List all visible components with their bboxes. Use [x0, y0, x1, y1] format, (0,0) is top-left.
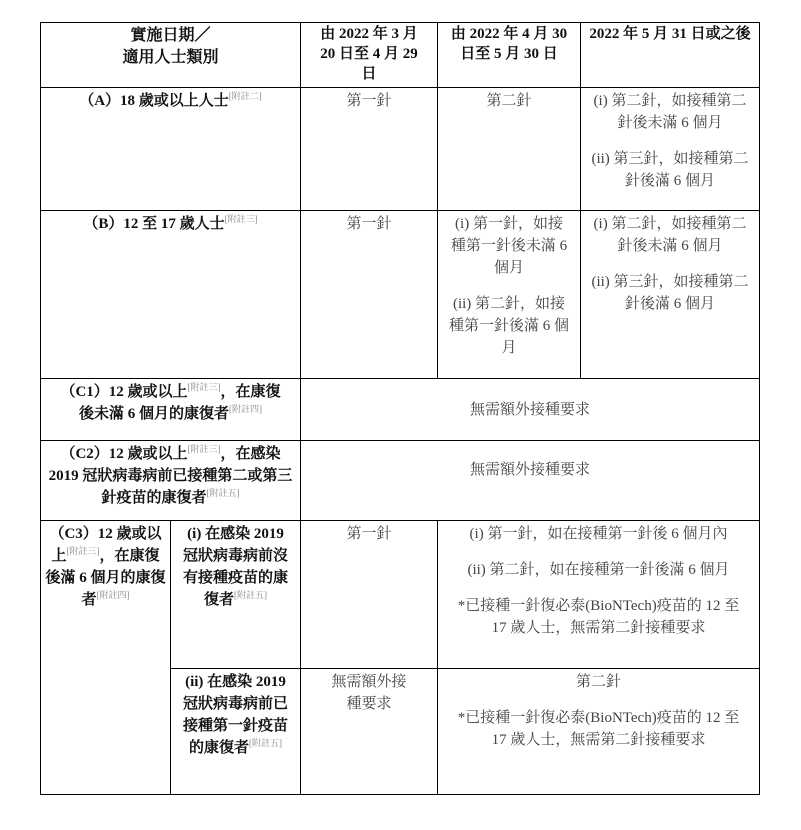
- row-b-footnote: [附註三]: [224, 214, 258, 224]
- row-c3-footnote-1: [附註三]: [66, 546, 100, 556]
- row-c3-sub-ii-label-text: (ii) 在感染 2019 冠狀病毒病前已接種第一針疫苗的康復者: [182, 674, 288, 756]
- row-c3-sub-ii-main: 第二針: [575, 674, 621, 690]
- header-period-3: 2022 年 5 月 31 日或之後: [580, 22, 760, 88]
- row-b-period-3-option-i: (i) 第二針，如接種第二針後未滿 6 個月: [593, 216, 747, 254]
- row-c3-sub-ii-later-periods: [437, 668, 760, 795]
- row-c3-label-part1: （C3）12 歲或以上: [49, 526, 162, 564]
- row-a-footnote: [附註二]: [228, 91, 262, 101]
- row-c1-label-part1: （C1）12 歲或以上: [60, 384, 188, 400]
- row-c2-label: [40, 440, 301, 521]
- row-c3-sub-i-option-ii: (ii) 第二針，如在接種第一針後滿 6 個月: [467, 562, 730, 578]
- row-c2-requirement: [300, 440, 760, 521]
- row-a-period-3: [580, 87, 760, 211]
- header-category: [40, 22, 301, 88]
- row-b-period-2-option-i: (i) 第一針，如接種第一針後未滿 6 個月: [450, 216, 568, 276]
- row-c3-sub-i-later-periods: [437, 520, 760, 669]
- row-b-period-3: [580, 210, 760, 379]
- vaccination-requirements-table: [40, 22, 760, 795]
- header-category-line1: 實施日期／: [130, 27, 211, 44]
- row-c1-requirement-text: 無需額外接種要求: [469, 401, 590, 418]
- header-period-1: 由 2022 年 3 月 20 日至 4 月 29 日: [300, 22, 438, 88]
- row-c2-footnote-2: [附註五]: [206, 488, 240, 498]
- row-a-label: [40, 87, 301, 211]
- row-c3-sub-ii-period-1: 無需額外接種要求: [300, 668, 438, 795]
- header-period-2: 由 2022 年 4 月 30 日至 5 月 30 日: [437, 22, 581, 88]
- row-b-label: [40, 210, 301, 379]
- row-b-period-2: [437, 210, 581, 379]
- row-c1-requirement: [300, 378, 760, 441]
- row-c2-requirement-text: 無需額外接種要求: [469, 462, 590, 478]
- row-a-period-2: 第二針: [437, 87, 581, 211]
- row-b-period-2-option-ii: (ii) 第二針，如接種第一針後滿 6 個月: [448, 296, 569, 356]
- row-a-period-1: 第一針: [300, 87, 438, 211]
- row-c3-sub-i-biontech-note: *已接種一針復必泰(BioNTech)疫苗的 12 至 17 歲人士，無需第二針接種要求: [457, 598, 740, 636]
- row-a-label-text: （A）18 歲或以上人士: [79, 93, 229, 109]
- row-c3-label: [40, 520, 171, 795]
- row-c3-sub-ii-biontech-note: *已接種一針復必泰(BioNTech)疫苗的 12 至 17 歲人士，無需第二針接種要求: [457, 710, 740, 748]
- row-c3-sub-i-label-text: (i) 在感染 2019 冠狀病毒病前沒有接種疫苗的康復者: [182, 526, 288, 608]
- row-c3-sub-i-period-1: 第一針: [300, 520, 438, 669]
- row-c3-footnote-2: [附註四]: [96, 590, 130, 600]
- row-c3-sub-ii-label: [170, 668, 301, 795]
- row-c1-label: [40, 378, 301, 441]
- row-b-period-3-option-ii: (ii) 第三針，如接種第二針後滿 6 個月: [591, 274, 749, 312]
- row-c3-sub-i-footnote: [附註五]: [234, 590, 267, 600]
- row-c1-footnote-1: [附註三]: [187, 382, 221, 392]
- row-b-label-text: （B）12 至 17 歲人士: [83, 216, 225, 232]
- row-c3-label-part2: ，在康復後滿 6 個月的康復者: [45, 548, 166, 608]
- row-c2-label-part1: （C2）12 歲或以上: [60, 446, 188, 462]
- row-a-period-3-option-i: (i) 第二針，如接種第二針後未滿 6 個月: [593, 93, 747, 131]
- row-c1-label-part2: ，在康復後未滿 6 個月的康復者: [78, 384, 281, 422]
- row-c2-label-part2: ，在感染 2019 冠狀病毒病前已接種第二或第三針疫苗的康復者: [48, 446, 293, 506]
- header-category-line2: 適用人士類別: [122, 49, 219, 66]
- row-c1-footnote-2: [附註四]: [229, 404, 262, 414]
- row-a-period-3-option-ii: (ii) 第三針，如接種第二針後滿 6 個月: [591, 151, 749, 189]
- row-b-period-1: 第一針: [300, 210, 438, 379]
- row-c3-sub-i-label: [170, 520, 301, 669]
- row-c2-footnote-1: [附註三]: [187, 444, 221, 454]
- row-c3-sub-ii-footnote: [附註五]: [249, 738, 282, 748]
- row-c3-sub-i-option-i: (i) 第一針，如在接種第一針後 6 個月內: [469, 526, 728, 542]
